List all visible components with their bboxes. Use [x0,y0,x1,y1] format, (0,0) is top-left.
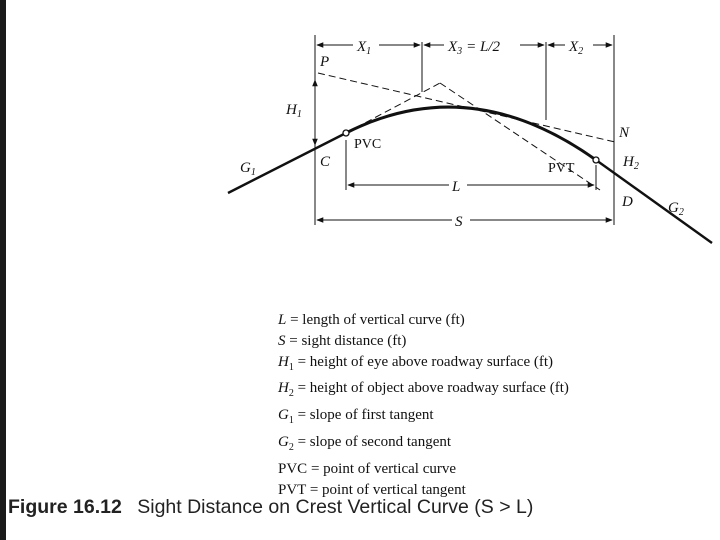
legend-row [278,378,569,405]
h1-label: $H_1$ [286,102,302,120]
legend-symbol-subscript: 2 [288,441,294,453]
vertical-curve [346,107,596,160]
legend-symbol: H [278,353,289,370]
figure-number: Figure 16.12 [8,496,122,518]
legend-symbol: PVC [278,460,308,477]
legend-symbol: G [278,407,289,424]
legend-row [278,310,569,331]
legend-symbol: PVT [278,481,307,498]
legend-description: = height of eye above roadway surface (ft) [293,353,554,370]
c-label: C [320,154,331,170]
n-label: N [619,125,630,141]
legend-description: = point of vertical curve [307,460,457,477]
legend-row [278,405,569,432]
tangent-extension-2 [440,83,600,190]
legend-description: = height of object above roadway surface (ft) [293,380,569,397]
legend-row [278,331,569,352]
pvt-point-marker [593,157,599,163]
legend-description: = slope of first tangent [293,407,434,424]
legend-symbol: G [278,433,289,450]
figure-title: Sight Distance on Crest Vertical Curve (S > L) [137,496,534,518]
pvc-label: PVC [354,137,382,152]
x2-label: $X_2$ [569,39,584,57]
legend-description: = slope of second tangent [293,433,452,450]
legend-row [278,459,569,480]
legend-symbol-subscript: 1 [288,415,294,427]
d-label: D [622,194,633,210]
figure-caption [8,496,533,519]
legend-symbol-subscript: 2 [288,388,294,400]
legend-symbol-subscript: 1 [288,361,294,373]
x3-label: $X_3 = L/2$ [448,39,501,57]
second-tangent-line [596,160,712,243]
h2-label: $H_2$ [623,154,639,172]
pvc-point-marker [343,130,349,136]
legend [278,310,569,500]
legend-description: = sight distance (ft) [285,332,407,349]
g1-label: $G_1$ [240,160,256,178]
legend-description: = point of vertical tangent [306,481,466,498]
x1-label: $X_1$ [357,39,372,57]
pvt-label: PVT [548,161,575,176]
legend-symbol: H [278,380,289,397]
legend-symbol: L [278,312,287,328]
legend-row [278,352,569,379]
legend-symbol: S [278,332,286,349]
legend-description: = length of vertical curve (ft) [286,312,465,328]
s-label: S [455,214,463,230]
l-label: L [452,179,461,195]
g2-label: $G_2$ [668,200,684,218]
p-label: P [320,54,330,70]
legend-row [278,432,569,459]
